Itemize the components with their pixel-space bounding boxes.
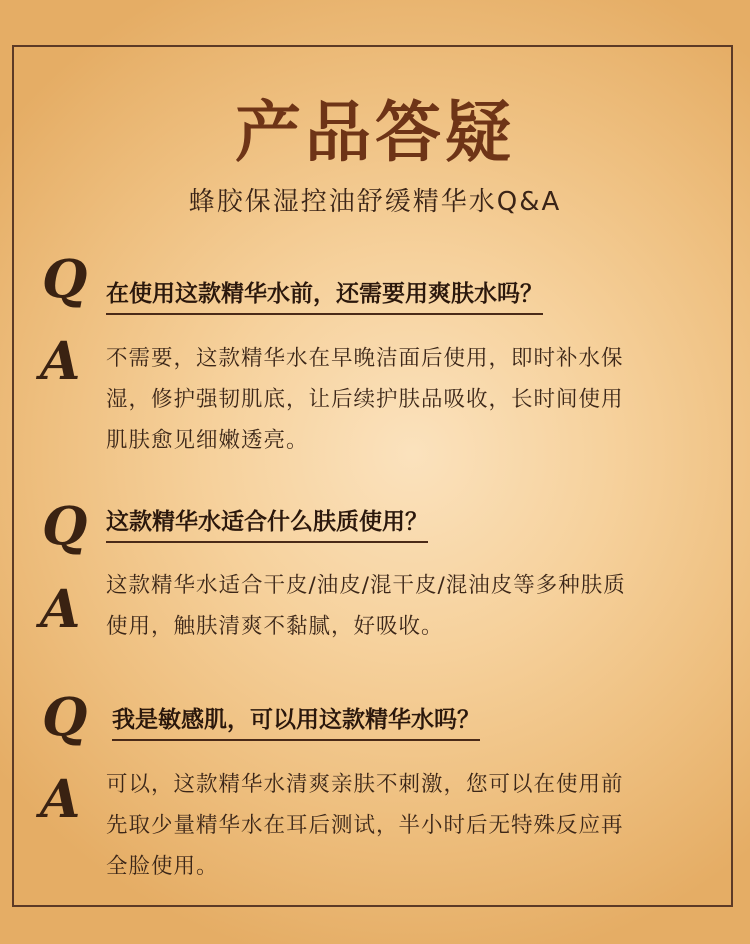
a-marker: A bbox=[40, 769, 81, 830]
page-subtitle: 蜂胶保湿控油舒缓精华水Q&A bbox=[188, 187, 562, 217]
question-2: 这款精华水适合什么肤质使用？ bbox=[106, 505, 428, 543]
answer-2-line-2: 使用，触肤清爽不黏腻，好吸收。 bbox=[106, 614, 444, 639]
question-3: 我是敏感肌，可以用这款精华水吗？ bbox=[112, 703, 480, 741]
answer-1 bbox=[106, 338, 624, 461]
answer-3-line-1: 可以，这款精华水清爽亲肤不刺激，您可以在使用前 bbox=[106, 772, 624, 797]
answer-2 bbox=[106, 565, 626, 647]
q-marker: Q bbox=[42, 249, 88, 310]
answer-1-line-1: 不需要，这款精华水在早晚洁面后使用，即时补水保 bbox=[106, 346, 624, 371]
answer-1-line-2: 湿，修护强韧肌底，让后续护肤品吸收，长时间使用 bbox=[106, 387, 624, 412]
a-marker: A bbox=[40, 579, 81, 640]
q-marker: Q bbox=[42, 496, 88, 557]
q-marker: Q bbox=[42, 687, 88, 748]
answer-2-line-1: 这款精华水适合干皮/油皮/混干皮/混油皮等多种肤质 bbox=[106, 573, 626, 598]
answer-3-line-3: 全脸使用。 bbox=[106, 854, 219, 879]
answer-3-line-2: 先取少量精华水在耳后测试，半小时后无特殊反应再 bbox=[106, 813, 624, 838]
a-marker: A bbox=[40, 331, 81, 392]
question-1: 在使用这款精华水前，还需要用爽肤水吗？ bbox=[106, 277, 543, 315]
answer-3 bbox=[106, 764, 624, 887]
page-title: 产品答疑 bbox=[235, 93, 515, 171]
answer-1-line-3: 肌肤愈见细嫩透亮。 bbox=[106, 428, 309, 453]
